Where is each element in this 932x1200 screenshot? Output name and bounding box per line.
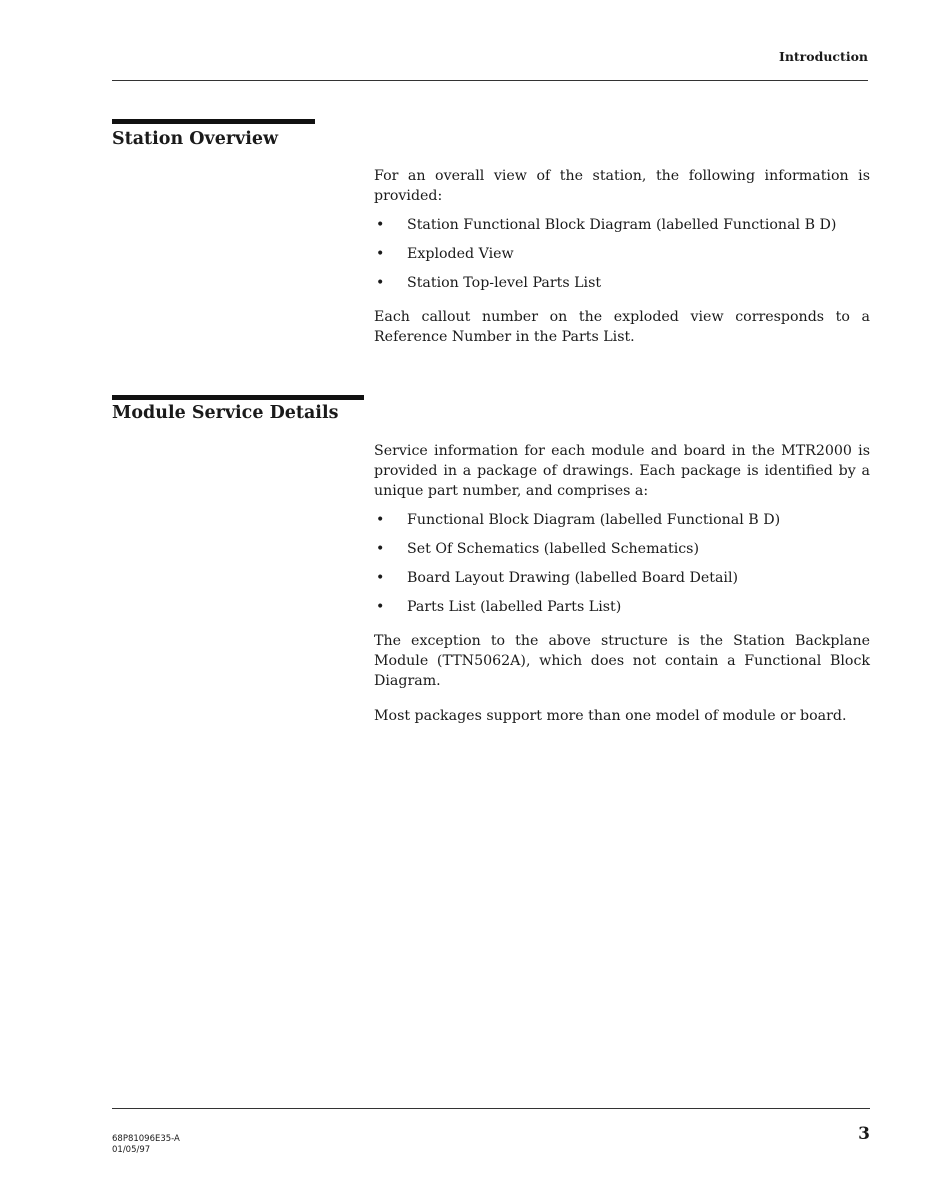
list-item [374, 273, 870, 293]
bullet-icon: • [376, 217, 385, 233]
section-body-module-service-details [374, 441, 870, 726]
module-service-intro: Service information for each module and board in the MTR2000 is provided in a package of drawings. Each package is identified by a unique part number, and comprises a: [374, 443, 870, 499]
station-overview-callout-note: Each callout number on the exploded view corresponds to a Reference Number in the Parts List. [374, 309, 870, 345]
footer-rule [112, 1108, 870, 1109]
station-overview-intro: For an overall view of the station, the following information is provided: [374, 168, 870, 204]
bullet-icon: • [376, 512, 385, 528]
list-item [374, 215, 870, 235]
section-bar-station-overview [112, 119, 315, 124]
header-rule [112, 80, 868, 81]
list-item [374, 568, 870, 588]
module-service-models-note: Most packages support more than one model of module or board. [374, 708, 847, 724]
bullet-icon: • [376, 570, 385, 586]
module-service-exception-note: The exception to the above structure is the Station Backplane Module (TTN5062A), which does not contain a Functional Block Diagram. [374, 633, 870, 689]
bullet-icon: • [376, 541, 385, 557]
list-item [374, 539, 870, 559]
list-item-text: Board Layout Drawing (labelled Board Detail) [407, 570, 739, 586]
doc-date: 01/05/97 [112, 1145, 151, 1155]
list-item [374, 597, 870, 617]
bullet-icon: • [376, 246, 385, 262]
page-number: 3 [858, 1124, 870, 1144]
section-title-station-overview: Station Overview [112, 129, 279, 149]
list-item-text: Station Top-level Parts List [407, 275, 602, 291]
section-title-module-service-details: Module Service Details [112, 403, 339, 423]
list-item-text: Exploded View [407, 246, 514, 262]
section-body-station-overview [374, 166, 870, 347]
bullet-icon: • [376, 275, 385, 291]
running-head: Introduction [778, 49, 868, 64]
list-item-text: Set Of Schematics (labelled Schematics) [407, 541, 699, 557]
list-item-text: Functional Block Diagram (labelled Functional B D) [407, 512, 781, 528]
list-item-text: Parts List (labelled Parts List) [407, 599, 622, 615]
footer-doc-info [112, 1134, 180, 1156]
station-overview-bullet-list [374, 215, 870, 293]
section-bar-module-service-details [112, 395, 364, 400]
list-item [374, 510, 870, 530]
module-service-bullet-list [374, 510, 870, 617]
list-item [374, 244, 870, 264]
bullet-icon: • [376, 599, 385, 615]
list-item-text: Station Functional Block Diagram (labelled Functional B D) [407, 217, 837, 233]
doc-number: 68P81096E35-A [112, 1134, 180, 1144]
